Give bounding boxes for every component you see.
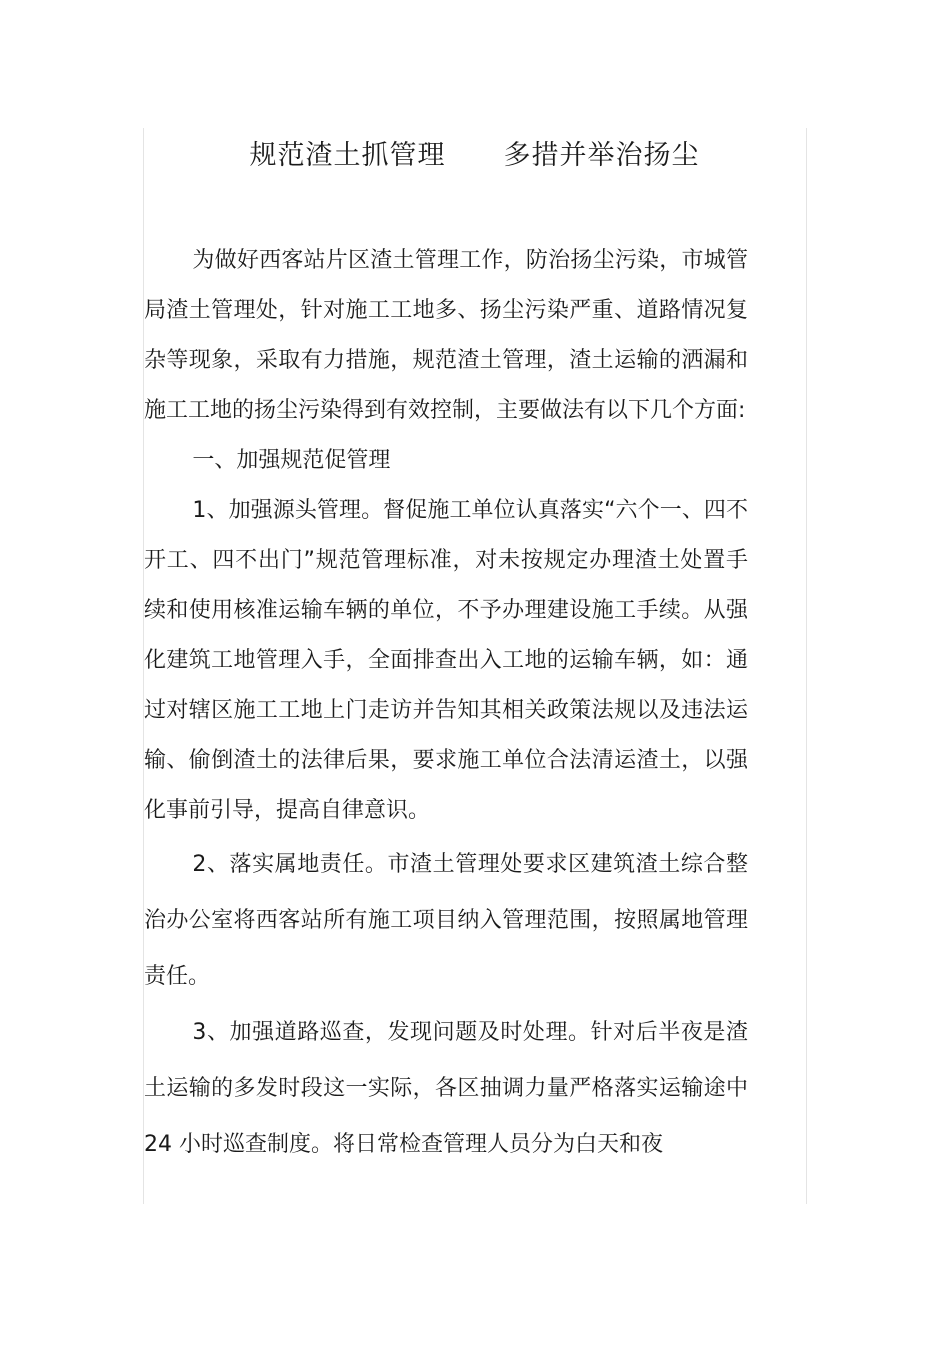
- right-margin-rule: [806, 128, 807, 1204]
- document-body: [144, 236, 748, 1173]
- paragraph-intro: 为做好西客站片区渣土管理工作，防治扬尘污染，市城管局渣土管理处，针对施工工地多、扬尘污染严重、道路情况复杂等现象，采取有力措施，规范渣土管理，渣土运输的洒漏和施工工地的扬尘污染得到有效控制，主要做法有以下几个方面:: [144, 248, 748, 423]
- title-part-1: 规范渣土抓管理: [249, 140, 446, 171]
- paragraph-item-1: 1、加强源头管理。督促施工单位认真落实“六个一、四不开工、四不出门”规范管理标准，对未按规定办理渣土处置手续和使用核准运输车辆的单位，不予办理建设施工手续。从强化建筑工地管理入手，全面排查出入工地的运输车辆，如：通过对辖区施工工地上门走访并告知其相关政策法规以及违法运输、偷倒渣土的法律后果，要求施工单位合法清运渣土，以强化事前引导，提高自律意识。: [144, 498, 748, 823]
- document-title: [143, 136, 806, 176]
- section-heading-1: 一、加强规范促管理: [192, 448, 391, 473]
- paragraph-item-3: 3、加强道路巡查，发现问题及时处理。针对后半夜是渣土运输的多发时段这一实际，各区抽调力量严格落实运输途中 24 小时巡查制度。将日常检查管理人员分为白天和夜: [144, 1020, 748, 1157]
- title-part-2: 多措并举治扬尘: [503, 140, 700, 171]
- paragraph-item-2: 2、落实属地责任。市渣土管理处要求区建筑渣土综合整治办公室将西客站所有施工项目纳入管理范围，按照属地管理责任。: [144, 852, 748, 989]
